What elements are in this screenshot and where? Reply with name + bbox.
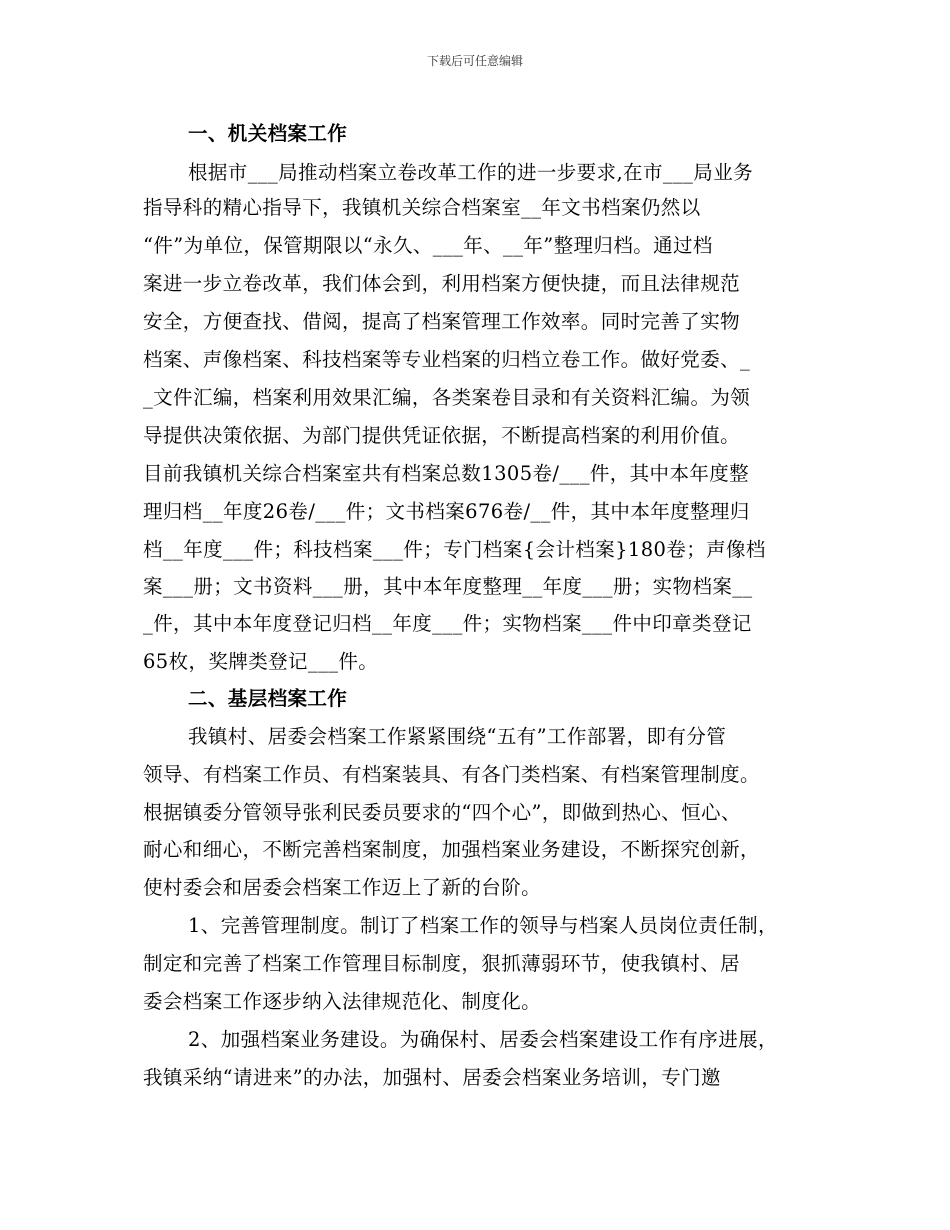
paragraph-line: 案___册；文书资料___册，其中本年度整理__年度___册；实物档案__ <box>143 575 753 598</box>
paragraph-line: “件”为单位，保管期限以“永久、___年、__年”整理归档。通过档 <box>143 234 713 257</box>
paragraph-line: 根据镇委分管领导张利民委员要求的“四个心”，即做到热心、恒心、 <box>143 801 741 824</box>
section-heading: 一、机关档案工作 <box>188 122 348 145</box>
paragraph-line: 档案、声像档案、科技档案等专业档案的归档立卷工作。做好党委、_ <box>143 348 751 371</box>
paragraph-line: 案进一步立卷改革，我们体会到，利用档案方便快捷，而且法律规范 <box>143 272 741 295</box>
section-heading: 二、基层档案工作 <box>188 687 348 710</box>
paragraph-line: 理归档__年度26卷/___件；文书档案676卷/__件，其中本年度整理归 <box>143 500 750 523</box>
paragraph-line: 指导科的精心指导下，我镇机关综合档案室__年文书档案仍然以 <box>143 196 701 219</box>
paragraph-line: 档__年度___件；科技档案___件；专门档案{会计档案}180卷；声像档 <box>143 538 766 561</box>
paragraph-line: 委会档案工作逐步纳入法律规范化、制度化。 <box>143 990 542 1013</box>
paragraph-line: 领导、有档案工作员、有档案装具、有各门类档案、有档案管理制度。 <box>143 763 760 786</box>
paragraph-line: 使村委会和居委会档案工作迈上了新的台阶。 <box>143 876 542 899</box>
paragraph-line: 安全，方便查找、借阅，提高了档案管理工作效率。同时完善了实物 <box>143 310 741 333</box>
paragraph-line: 我镇采纳“请进来”的办法，加强村、居委会档案业务培训，专门邀 <box>143 1066 721 1089</box>
paragraph-line: 根据市___局推动档案立卷改革工作的进一步要求,在市___局业务 <box>188 161 753 184</box>
paragraph-line: 2、加强档案业务建设。为确保村、居委会档案建设工作有序进展， <box>188 1028 778 1051</box>
paragraph-line: 制定和完善了档案工作管理目标制度，狠抓薄弱环节，使我镇村、居 <box>143 952 741 975</box>
paragraph-line: 65枚，奖牌类登记___件。 <box>143 650 379 673</box>
paragraph-line: 导提供决策依据、为部门提供凭证依据，不断提高档案的利用价值。 <box>143 424 741 447</box>
paragraph-line: _件，其中本年度登记归档__年度___件；实物档案___件中印章类登记 <box>143 612 752 635</box>
page-header: 下载后可任意编辑 <box>426 54 523 68</box>
paragraph-line: 耐心和细心，不断完善档案制度，加强档案业务建设，不断探究创新， <box>143 838 760 861</box>
paragraph-line: 目前我镇机关综合档案室共有档案总数1305卷/___件，其中本年度整 <box>143 462 750 485</box>
paragraph-line: _文件汇编，档案利用效果汇编，各类案卷目录和有关资料汇编。为领 <box>143 386 751 409</box>
paragraph-line: 1、完善管理制度。制订了档案工作的领导与档案人员岗位责任制， <box>188 914 778 937</box>
paragraph-line: 我镇村、居委会档案工作紧紧围绕“五有”工作部署，即有分管 <box>188 725 727 748</box>
